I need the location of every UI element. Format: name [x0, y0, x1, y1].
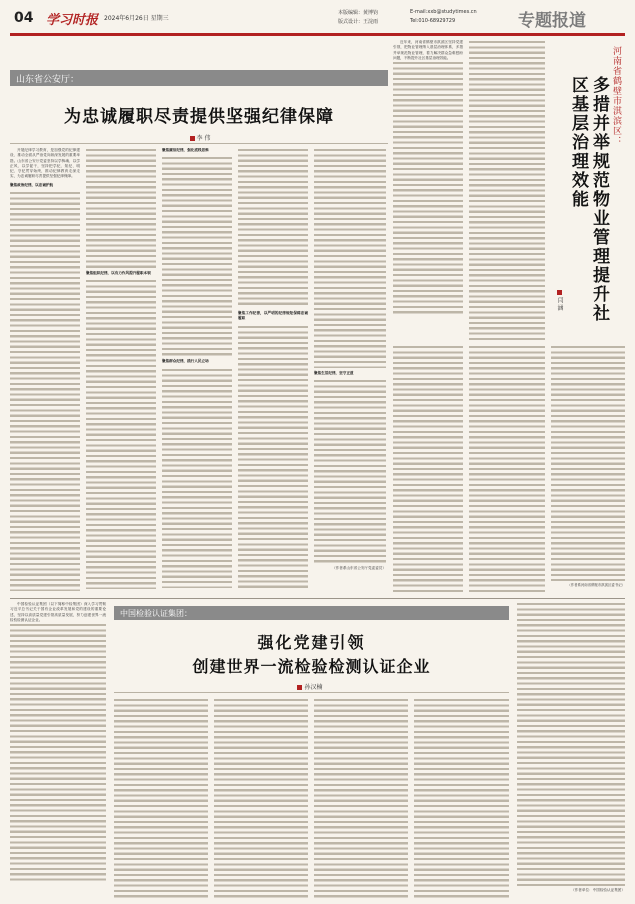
pen-icon — [190, 136, 195, 141]
article-1-col-3 — [162, 148, 232, 593]
article-2-source-note: （作者系河南省鹤壁市淇滨区委书记） — [567, 583, 625, 587]
header-rule — [10, 33, 625, 36]
issue-date: 2024年6月26日 星期三 — [104, 15, 169, 22]
article-1-subhead-6: 聚焦生活纪律，坚守正道 — [314, 371, 354, 375]
article-1-subhead-3: 聚焦廉洁纪律，强化底线思维 — [162, 148, 209, 152]
article-2-byline — [555, 290, 564, 311]
article-2-title: 多措并举规范物业管理提升社区基层治理效能 — [568, 76, 609, 323]
body-text-block — [314, 698, 408, 898]
article-3-col-3 — [214, 698, 308, 898]
body-text-block — [86, 148, 156, 268]
article-2-col-1 — [393, 40, 463, 340]
body-text-block — [238, 148, 308, 308]
body-text-block — [214, 698, 308, 898]
body-text-block — [238, 325, 308, 590]
page-header — [0, 0, 635, 44]
article-3-col-4 — [314, 698, 408, 898]
article-3-divider — [114, 692, 509, 693]
article-1-col-4 — [238, 148, 308, 593]
article-1-author: 李 伟 — [196, 135, 211, 142]
article-1-col-5 — [314, 148, 386, 593]
body-text-block — [517, 602, 625, 886]
body-text-block — [414, 698, 509, 898]
phone-line: Tel:010-68929729 — [410, 18, 456, 24]
article-3-byline — [270, 682, 350, 691]
body-text-block — [314, 379, 386, 564]
body-text-block — [469, 345, 545, 593]
article-3-banner — [114, 606, 509, 620]
article-1-subhead-1: 聚焦政治纪律，以忠诚护航 — [10, 182, 54, 187]
article-3-lead: 中国检验认证集团（以下简称中检集团）深入学习贯彻习近平总书记关于国有企业改革发展和党的建设的重要论述，坚持以高质量党建引领高质量发展，努力创建世界一流检验检测认证企业。 — [10, 602, 106, 622]
article-3 — [10, 602, 625, 900]
article-1-lead: 开展纪律学习教育，是加强党的纪律建设、推动全面从严治党向纵深发展的重要举措。山东省公安厅党委坚持以学铸魂、以学正风、以学促干，坚持把学纪、知纪、明纪、守纪贯穿始终，推动纪律教育走深走实，为忠诚履职尽责提供坚强纪律保障。 — [10, 148, 80, 179]
article-1 — [10, 40, 388, 595]
article-2-col-5 — [551, 345, 625, 593]
article-1-col-1 — [10, 148, 80, 593]
article-3-title-line-2: 创建世界一流检验检测认证企业 — [192, 657, 431, 676]
article-1-title: 为忠诚履职尽责提供坚强纪律保障 — [64, 107, 334, 127]
body-text-block — [314, 148, 386, 368]
body-text-block — [551, 345, 625, 581]
article-3-col-5 — [414, 698, 509, 898]
editor-line-2: 版式设计：王淀雨 — [338, 19, 379, 25]
section-title: 专题报道 — [518, 11, 586, 31]
email-line: E-mail:xxb@studytimes.cn — [410, 9, 477, 15]
article-3-col-2 — [114, 698, 208, 898]
article-2 — [393, 40, 625, 595]
editor-line-1: 本版编辑：黄博钧 — [338, 10, 379, 16]
article-3-col-1 — [10, 602, 106, 898]
article-2-lead: 近年来，河南省鹤壁市淇滨区坚持党建引领，把物业管理纳入基层治理体系，多措并举规范物业管理，着力解决群众急难愁盼问题，不断提升社区基层治理效能。 — [393, 40, 463, 60]
article-3-author-note: （作者单位：中国检验认证集团） — [571, 888, 625, 892]
body-text-block — [162, 368, 232, 588]
body-text-block — [10, 623, 106, 883]
article-1-subhead-5: 聚焦工作纪律，以严明的纪律规矩保障忠诚履职 — [238, 311, 308, 321]
article-3-author: 孙汉楠 — [304, 684, 323, 691]
paper-logo: 学习时报 — [46, 13, 99, 28]
article-2-col-4 — [469, 345, 545, 593]
body-text-block — [10, 191, 80, 591]
article-1-subhead-4: 聚焦群众纪律，践行人民立场 — [162, 359, 209, 364]
body-text-block — [86, 279, 156, 589]
article-1-byline — [170, 133, 230, 142]
article-1-col-2 — [86, 148, 156, 593]
section-divider — [10, 598, 625, 599]
page-number: 04 — [14, 10, 34, 26]
body-text-block — [469, 40, 545, 340]
article-2-author: 闫 涵 — [556, 297, 563, 311]
article-1-kicker: 山东省公安厅： — [16, 75, 80, 85]
article-2-kicker: 河南省鹤壁市淇滨区： — [611, 46, 621, 146]
article-1-banner — [10, 70, 388, 86]
article-3-col-6 — [517, 602, 625, 898]
body-text-block — [393, 345, 463, 593]
body-text-block — [114, 698, 208, 898]
body-text-block — [393, 61, 463, 316]
article-3-title-line-1: 强化党建引领 — [257, 633, 366, 652]
article-2-col-2 — [469, 40, 545, 340]
body-text-block — [162, 156, 232, 356]
pen-icon — [297, 685, 302, 690]
article-1-divider — [10, 143, 388, 144]
article-1-subhead-2: 聚焦组织纪律，以有力作风提升履职本领 — [86, 271, 151, 275]
article-3-kicker: 中国检验认证集团： — [120, 609, 192, 618]
article-2-col-3 — [393, 345, 463, 593]
article-2-title-block — [553, 40, 625, 340]
pen-icon — [557, 290, 562, 295]
article-1-author-note: （作者系山东省公安厅党委委员） — [332, 566, 386, 571]
